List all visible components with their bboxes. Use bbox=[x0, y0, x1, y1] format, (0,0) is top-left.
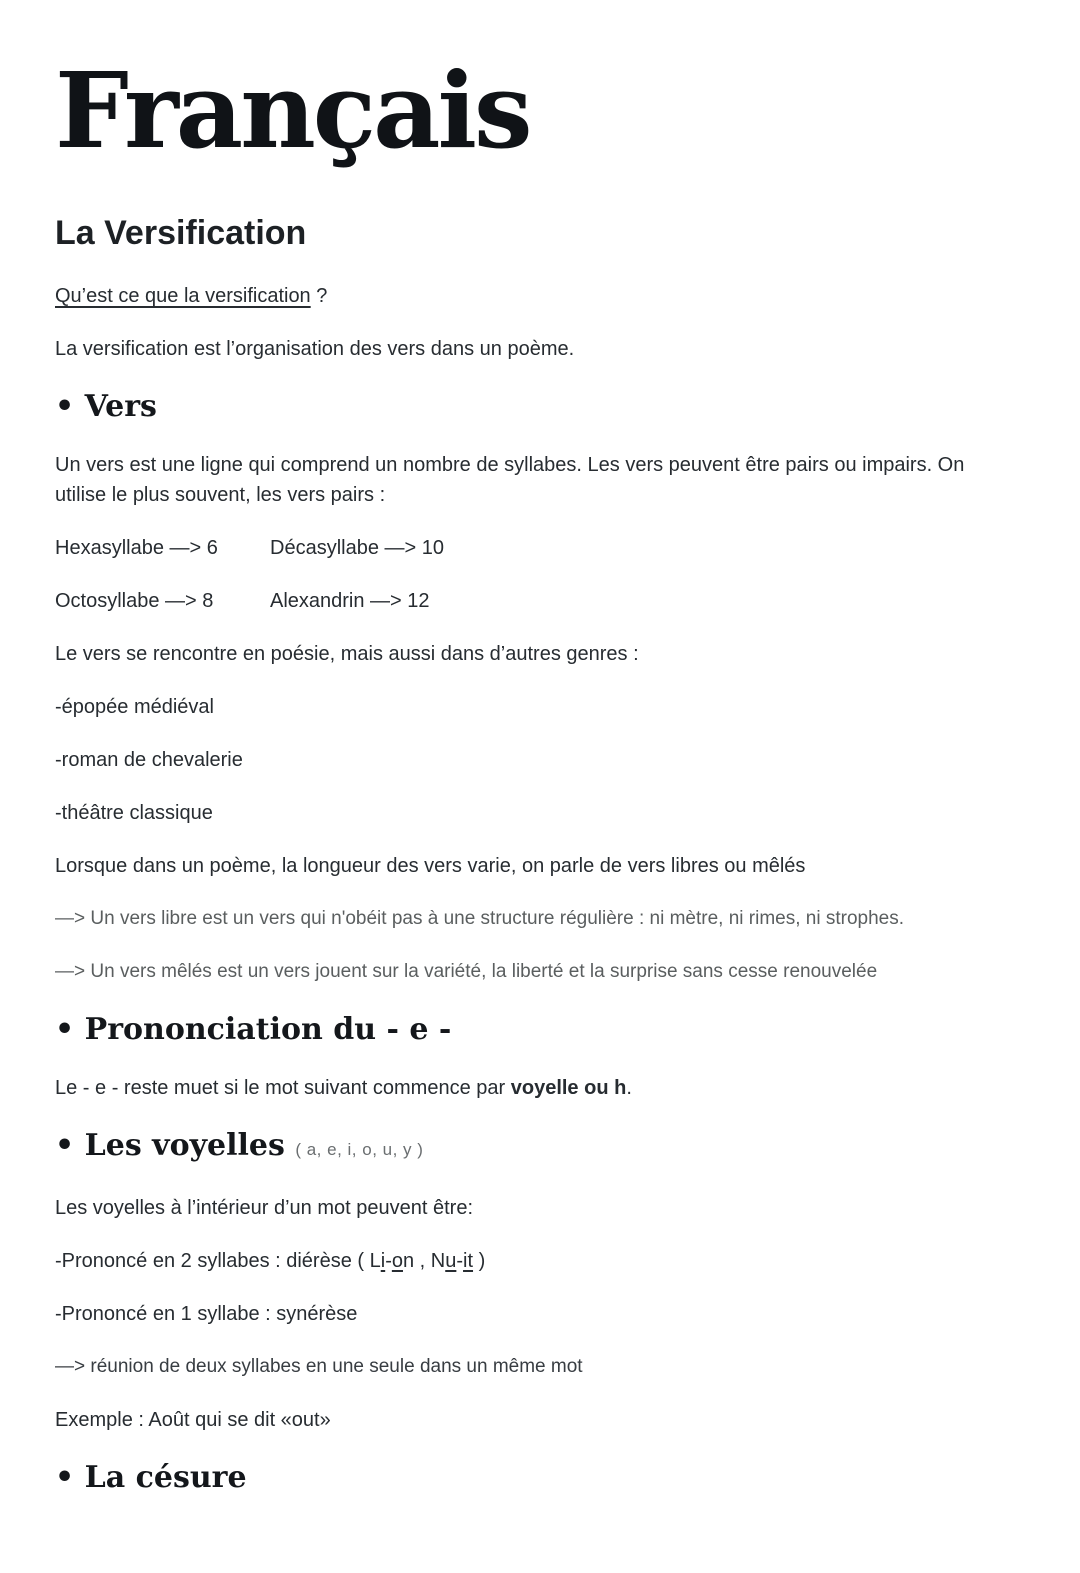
bullet-icon: • bbox=[55, 1127, 75, 1163]
vers-intro-paragraph: Un vers est une ligne qui comprend un nombre de syllabes. Les vers peuvent être pairs ou impairs. On utilise le plus souvent, les vers pairs : bbox=[55, 453, 965, 506]
bullet-icon: • bbox=[55, 1011, 75, 1047]
dierese-prefix: -Prononcé en 2 syllabes : diérèse ( L bbox=[55, 1249, 381, 1272]
dierese-mid: n , N bbox=[402, 1249, 446, 1272]
vers-libres-paragraph: Lorsque dans un poème, la longueur des vers varie, on parle de vers libres ou mêlés bbox=[55, 854, 806, 877]
rule-suffix: . bbox=[626, 1076, 632, 1099]
dierese-paragraph bbox=[55, 1246, 1012, 1276]
definition-paragraph: La versification est l’organisation des vers dans un poème. bbox=[55, 337, 575, 360]
note-vers-libre: —> Un vers libre est un vers qui n'obéit pas à une structure régulière : ni mètre, ni rimes, ni strophes. bbox=[55, 907, 904, 929]
meter-cell: Hexasyllabe —> 6 bbox=[55, 536, 218, 559]
section-heading-prononciation bbox=[55, 1010, 1012, 1049]
section-heading-voyelles bbox=[55, 1126, 1012, 1169]
page-title: Français bbox=[55, 49, 530, 172]
section-heading-prononciation-label: Prononciation du - e - bbox=[84, 1011, 452, 1047]
meter-cell: Alexandrin —> 12 bbox=[270, 589, 430, 612]
dierese-underlined: o bbox=[391, 1249, 403, 1272]
dierese-suffix: ) bbox=[473, 1249, 486, 1272]
meter-row bbox=[55, 533, 1012, 563]
dierese-underlined: it bbox=[463, 1249, 474, 1272]
question-line bbox=[55, 281, 1012, 311]
exemple-paragraph: Exemple : Août qui se dit «out» bbox=[55, 1408, 331, 1431]
meter-cell: Décasyllabe —> 10 bbox=[270, 536, 444, 559]
meter-cell: Octosyllabe —> 8 bbox=[55, 589, 214, 612]
meter-row bbox=[55, 586, 1012, 616]
synerese-paragraph: -Prononcé en 1 syllabe : synérèse bbox=[55, 1302, 358, 1325]
prononciation-rule-paragraph bbox=[55, 1073, 1012, 1103]
genre-item: -épopée médiéval bbox=[55, 695, 214, 718]
question-mark: ? bbox=[310, 284, 328, 307]
dierese-underlined: u bbox=[445, 1249, 457, 1272]
question-underlined-text: Qu’est ce que la versification bbox=[55, 284, 311, 307]
synerese-note: —> réunion de deux syllabes en une seule dans un même mot bbox=[55, 1355, 583, 1377]
section-heading-vers-label: Vers bbox=[84, 388, 157, 424]
section-heading-vers bbox=[55, 387, 1012, 426]
rule-prefix: Le - e - reste muet si le mot suivant commence par bbox=[55, 1076, 511, 1099]
genre-item: -théâtre classique bbox=[55, 801, 213, 824]
genre-item: -roman de chevalerie bbox=[55, 748, 243, 771]
bullet-icon: • bbox=[55, 1459, 75, 1495]
genres-intro-paragraph: Le vers se rencontre en poésie, mais aussi dans d’autres genres : bbox=[55, 642, 639, 665]
voyelles-intro-paragraph: Les voyelles à l’intérieur d’un mot peuvent être: bbox=[55, 1196, 474, 1219]
voyelles-list-paren: ( a, e, i, o, u, y ) bbox=[295, 1139, 424, 1159]
note-vers-meles: —> Un vers mêlés est un vers jouent sur la variété, la liberté et la surprise sans cesse renouvelée bbox=[55, 960, 878, 982]
rule-bold-text: voyelle ou h bbox=[510, 1076, 627, 1099]
dierese-underlined: i bbox=[380, 1249, 386, 1272]
section-heading-voyelles-label: Les voyelles bbox=[84, 1127, 285, 1163]
dierese-mid: - bbox=[385, 1249, 392, 1272]
bullet-icon: • bbox=[55, 388, 75, 424]
dierese-mid: - bbox=[456, 1249, 464, 1272]
page-subtitle: La Versification bbox=[55, 213, 307, 252]
section-heading-cesure-label: La césure bbox=[84, 1459, 247, 1495]
section-heading-cesure bbox=[55, 1458, 1012, 1497]
